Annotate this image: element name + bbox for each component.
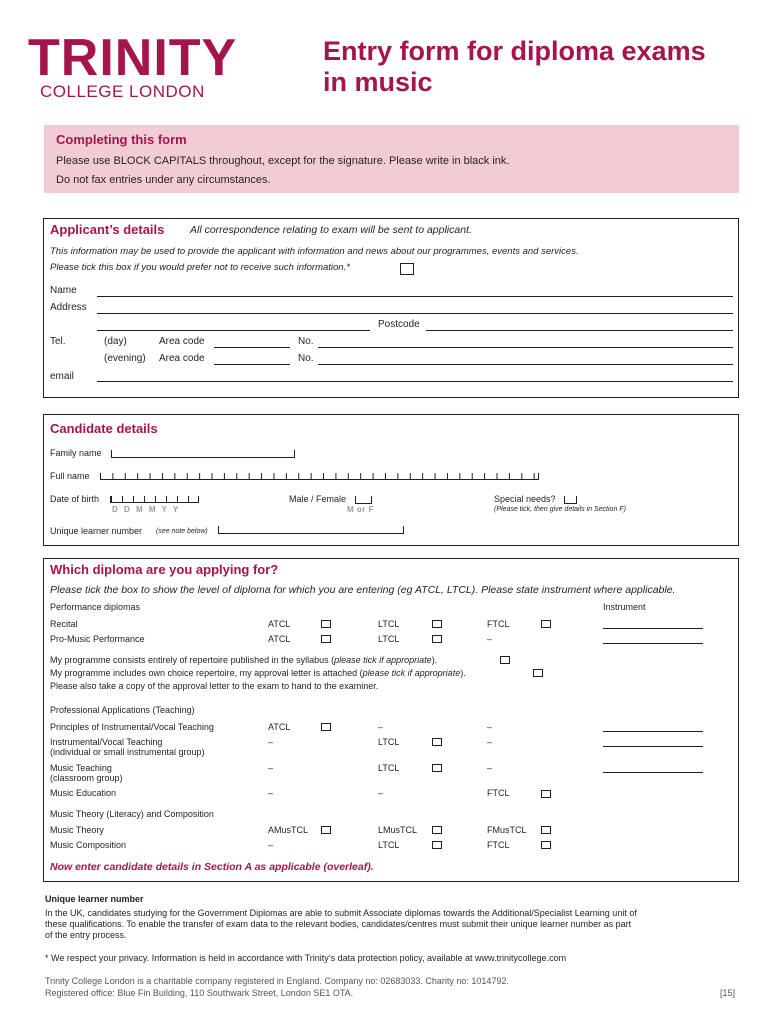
page-title: Entry form for diploma exams in music	[323, 36, 706, 97]
teaching-heading: Professional Applications (Teaching)	[50, 705, 195, 715]
family-name-field[interactable]	[111, 450, 295, 458]
notice-line-1: Please use BLOCK CAPITALS throughout, except for the signature. Please write in black ink.	[56, 155, 510, 167]
ivteaching-c: –	[487, 737, 493, 747]
promusic-atcl: ATCL	[268, 634, 291, 644]
musiced-b: –	[378, 788, 384, 798]
ivteaching-ltcl-checkbox[interactable]	[432, 738, 442, 746]
theory-c: FMusTCL	[487, 825, 527, 835]
area-code-label-evening: Area code	[159, 353, 205, 364]
composition-label: Music Composition	[50, 840, 127, 850]
theory-a: AMusTCL	[268, 825, 309, 835]
programme-statement-3: Please also take a copy of the approval letter to the exam to hand to the examiner.	[50, 681, 379, 691]
promusic-ltcl: LTCL	[378, 634, 400, 644]
ivteaching-instrument-field[interactable]	[603, 746, 703, 747]
special-needs-label: Special needs?	[494, 494, 556, 504]
notice-heading: Completing this form	[56, 132, 187, 147]
footer-line-2: Registered office: Blue Fin Building, 110 Southwark Street, London SE1 OTA.	[45, 988, 354, 998]
area-code-label-day: Area code	[159, 336, 205, 347]
email-label: email	[50, 371, 74, 382]
theory-b: LMusTCL	[378, 825, 418, 835]
promusic-instrument-field[interactable]	[603, 643, 703, 644]
principles-c: –	[487, 722, 493, 732]
applicant-info-line-2: Please tick this box if you would prefer not to receive such information.*	[50, 262, 350, 273]
musiced-c: FTCL	[487, 788, 510, 798]
uln-note-line-2: these qualifications. To enable the transfer of exam data to the relevant bodies, candidates/centres must submit their unique learner number as part	[45, 919, 632, 929]
candidate-heading: Candidate details	[50, 421, 158, 436]
evening-label: (evening)	[104, 353, 146, 364]
recital-ftcl: FTCL	[487, 619, 510, 629]
principles-label: Principles of Instrumental/Vocal Teaching	[50, 722, 214, 732]
dob-field[interactable]	[110, 496, 199, 503]
diploma-section	[43, 558, 739, 882]
recital-atcl: ATCL	[268, 619, 291, 629]
musicteaching-c: –	[487, 763, 493, 773]
day-label: (day)	[104, 336, 127, 347]
musicteaching-ltcl-checkbox[interactable]	[432, 764, 442, 772]
recital-atcl-checkbox[interactable]	[321, 620, 331, 628]
theory-fmustcl-checkbox[interactable]	[541, 826, 551, 834]
recital-ftcl-checkbox[interactable]	[541, 620, 551, 628]
address-field-1[interactable]	[97, 313, 733, 314]
diploma-intro: Please tick the box to show the level of diploma for which you are entering (eg ATCL, LTCL). Please state instrument where applicable.	[50, 584, 676, 596]
ivteaching-b: LTCL	[378, 737, 400, 747]
opt-out-checkbox[interactable]	[400, 263, 414, 275]
full-name-field[interactable]	[100, 473, 539, 480]
diploma-footer-note: Now enter candidate details in Section A as applicable (overleaf).	[50, 861, 374, 873]
address-label: Address	[50, 302, 87, 313]
recital-label: Recital	[50, 619, 78, 629]
musicteaching-b: LTCL	[378, 763, 400, 773]
musiced-label: Music Education	[50, 788, 117, 798]
diploma-heading: Which diploma are you applying for?	[50, 562, 279, 577]
principles-b: –	[378, 722, 384, 732]
composition-ltcl-checkbox[interactable]	[432, 841, 442, 849]
notice-line-2: Do not fax entries under any circumstances.	[56, 174, 271, 186]
tel-evening-field[interactable]	[318, 364, 733, 365]
applicant-subheading: All correspondence relating to exam will be sent to applicant.	[190, 224, 472, 236]
candidate-details-section	[43, 414, 739, 546]
address-field-2[interactable]	[97, 330, 370, 331]
musicteaching-instrument-field[interactable]	[603, 772, 703, 773]
college-london-logo: COLLEGE LONDON	[40, 82, 205, 101]
composition-c: FTCL	[487, 840, 510, 850]
composition-ftcl-checkbox[interactable]	[541, 841, 551, 849]
musiced-a: –	[268, 788, 274, 798]
musicteaching-sub: (classroom group)	[50, 773, 123, 783]
gender-label: Male / Female	[289, 494, 347, 504]
instrument-label: Instrument	[603, 602, 646, 612]
composition-b: LTCL	[378, 840, 400, 850]
theory-amustcl-checkbox[interactable]	[321, 826, 331, 834]
no-label-evening: No.	[298, 353, 314, 364]
trinity-logo: TRINITY	[28, 29, 238, 87]
privacy-note: * We respect your privacy. Information is held in accordance with Trinity’s data protection policy, available at www.trinitycollege.com	[45, 953, 567, 963]
promusic-ltcl-checkbox[interactable]	[432, 635, 442, 643]
full-name-label: Full name	[50, 471, 90, 481]
promusic-c: –	[487, 634, 493, 644]
uln-label: Unique learner number	[50, 526, 143, 536]
special-needs-checkbox[interactable]	[564, 496, 577, 504]
uln-note-heading: Unique learner number	[45, 894, 144, 904]
applicant-heading: Applicant’s details	[50, 222, 165, 237]
theory-heading: Music Theory (Literacy) and Composition	[50, 809, 214, 819]
uln-hint: (see note below)	[156, 528, 208, 535]
promusic-label: Pro-Music Performance	[50, 634, 145, 644]
dob-hint: D D M M Y Y	[112, 505, 181, 514]
family-name-label: Family name	[50, 448, 102, 458]
principles-instrument-field[interactable]	[603, 731, 703, 732]
email-field[interactable]	[97, 381, 733, 382]
footer-line-1: Trinity College London is a charitable company registered in England. Company no: 02683033. Charity no: 1014792.	[45, 976, 509, 986]
performance-heading: Performance diplomas	[50, 602, 141, 612]
promusic-atcl-checkbox[interactable]	[321, 635, 331, 643]
gender-field[interactable]	[355, 496, 372, 504]
uln-note-line-3: of the entry process.	[45, 930, 127, 940]
principles-atcl-checkbox[interactable]	[321, 723, 331, 731]
programme-statement-1: My programme consists entirely of repertoire published in the syllabus (please tick if appropriate).	[50, 655, 438, 665]
programme-1-checkbox[interactable]	[500, 656, 510, 664]
recital-instrument-field[interactable]	[603, 628, 703, 629]
no-label-day: No.	[298, 336, 314, 347]
uln-note-line-1: In the UK, candidates studying for the Government Diplomas are able to submit Associate diplomas towards the Additional/Specialist Learning unit of	[45, 908, 637, 918]
area-code-day-field[interactable]	[214, 347, 290, 348]
musicteaching-a: –	[268, 763, 274, 773]
theory-label: Music Theory	[50, 825, 104, 835]
special-needs-hint: (Please tick, then give details in Section F)	[494, 506, 626, 513]
theory-lmustcl-checkbox[interactable]	[432, 826, 442, 834]
applicant-details-section	[43, 218, 739, 398]
area-code-evening-field[interactable]	[214, 364, 290, 365]
tel-day-field[interactable]	[318, 347, 733, 348]
dob-label: Date of birth	[50, 494, 100, 504]
form-code: [15]	[720, 988, 736, 998]
musiced-ftcl-checkbox[interactable]	[541, 790, 551, 798]
recital-ltcl: LTCL	[378, 619, 400, 629]
ivteaching-a: –	[268, 737, 274, 747]
recital-ltcl-checkbox[interactable]	[432, 620, 442, 628]
uln-field[interactable]	[218, 526, 404, 534]
name-label: Name	[50, 285, 77, 296]
name-field[interactable]	[97, 296, 733, 297]
tel-label: Tel.	[50, 336, 66, 347]
completing-form-notice	[44, 125, 739, 193]
programme-statement-2: My programme includes own choice repertoire, my approval letter is attached (please tick if appropriate).	[50, 668, 466, 678]
composition-a: –	[268, 840, 274, 850]
postcode-label: Postcode	[378, 319, 420, 330]
programme-2-checkbox[interactable]	[533, 669, 543, 677]
gender-hint: M or F	[347, 505, 374, 514]
musicteaching-label: Music Teaching	[50, 763, 112, 773]
ivteaching-label: Instrumental/Vocal Teaching	[50, 737, 163, 747]
applicant-info-line-1: This information may be used to provide the applicant with information and news about our programmes, events and services.	[50, 246, 579, 257]
postcode-field[interactable]	[426, 330, 733, 331]
ivteaching-sub: (individual or small instrumental group)	[50, 747, 205, 757]
principles-a: ATCL	[268, 722, 291, 732]
